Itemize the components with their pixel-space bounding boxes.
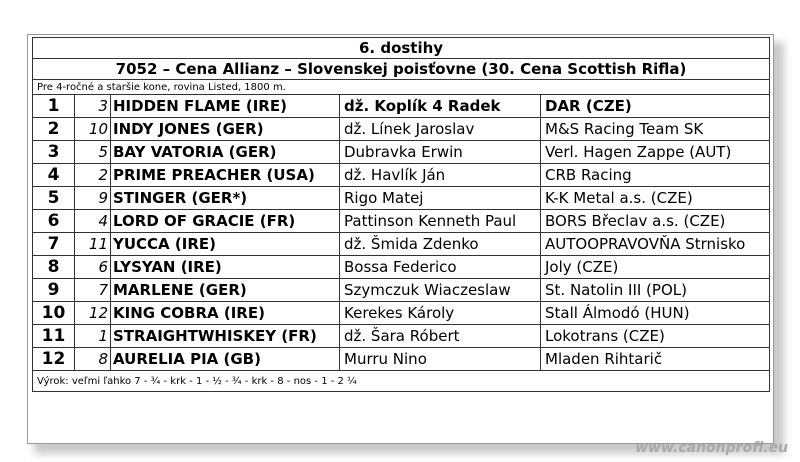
number-cell: 2 <box>75 164 111 187</box>
jockey-cell: dž. Šmida Zdenko <box>340 233 541 256</box>
number-cell: 5 <box>75 141 111 164</box>
number-cell: 4 <box>75 210 111 233</box>
table-row <box>33 164 770 187</box>
table-row <box>33 187 770 210</box>
table-row <box>33 95 770 118</box>
horse-cell: STRAIGHTWHISKEY (FR) <box>111 325 340 348</box>
owner-cell: DAR (CZE) <box>541 95 770 118</box>
table-row <box>33 210 770 233</box>
race-conditions: Pre 4-ročné a staršie kone, rovina Listed, 1800 m. <box>33 80 770 95</box>
owner-cell: AUTOOPRAVOVŇA Strnisko <box>541 233 770 256</box>
position-cell: 11 <box>33 325 75 348</box>
jockey-cell: Kerekes Károly <box>340 302 541 325</box>
race-title: 6. dostihy <box>33 38 770 59</box>
table-row <box>33 118 770 141</box>
results-card <box>27 34 774 444</box>
position-cell: 10 <box>33 302 75 325</box>
jockey-cell: Rigo Matej <box>340 187 541 210</box>
title-row <box>33 38 770 59</box>
number-cell: 6 <box>75 256 111 279</box>
horse-cell: PRIME PREACHER (USA) <box>111 164 340 187</box>
position-cell: 9 <box>33 279 75 302</box>
horse-cell: AURELIA PIA (GB) <box>111 348 340 371</box>
jockey-cell: dž. Havlík Ján <box>340 164 541 187</box>
position-cell: 2 <box>33 118 75 141</box>
position-cell: 6 <box>33 210 75 233</box>
horse-cell: YUCCA (IRE) <box>111 233 340 256</box>
table-row <box>33 325 770 348</box>
jockey-cell: Bossa Federico <box>340 256 541 279</box>
owner-cell: Lokotrans (CZE) <box>541 325 770 348</box>
number-cell: 9 <box>75 187 111 210</box>
owner-cell: CRB Racing <box>541 164 770 187</box>
position-cell: 8 <box>33 256 75 279</box>
owner-cell: St. Natolin III (POL) <box>541 279 770 302</box>
table-row <box>33 233 770 256</box>
jockey-cell: Murru Nino <box>340 348 541 371</box>
jockey-cell: Pattinson Kenneth Paul <box>340 210 541 233</box>
owner-cell: M&S Racing Team SK <box>541 118 770 141</box>
number-cell: 11 <box>75 233 111 256</box>
jockey-cell: dž. Koplík 4 Radek <box>340 95 541 118</box>
table-row <box>33 141 770 164</box>
owner-cell: Verl. Hagen Zappe (AUT) <box>541 141 770 164</box>
horse-cell: INDY JONES (GER) <box>111 118 340 141</box>
race-verdict: Výrok: veľmi ľahko 7 - ¾ - krk - 1 - ½ - ¾ - krk - 8 - nos - 1 - 2 ¼ <box>33 371 770 392</box>
owner-cell: K-K Metal a.s. (CZE) <box>541 187 770 210</box>
watermark: www.canonprofi.eu <box>635 440 788 456</box>
number-cell: 1 <box>75 325 111 348</box>
owner-cell: Joly (CZE) <box>541 256 770 279</box>
horse-cell: BAY VATORIA (GER) <box>111 141 340 164</box>
table-row <box>33 348 770 371</box>
race-subtitle: 7052 – Cena Allianz – Slovenskej poisťovne (30. Cena Scottish Rifla) <box>33 59 770 80</box>
number-cell: 10 <box>75 118 111 141</box>
number-cell: 12 <box>75 302 111 325</box>
horse-cell: LYSYAN (IRE) <box>111 256 340 279</box>
horse-cell: LORD OF GRACIE (FR) <box>111 210 340 233</box>
table-row <box>33 302 770 325</box>
position-cell: 5 <box>33 187 75 210</box>
position-cell: 4 <box>33 164 75 187</box>
number-cell: 3 <box>75 95 111 118</box>
owner-cell: BORS Břeclav a.s. (CZE) <box>541 210 770 233</box>
horse-cell: STINGER (GER*) <box>111 187 340 210</box>
jockey-cell: dž. Šara Róbert <box>340 325 541 348</box>
position-cell: 3 <box>33 141 75 164</box>
results-table <box>32 37 770 392</box>
position-cell: 7 <box>33 233 75 256</box>
position-cell: 12 <box>33 348 75 371</box>
number-cell: 8 <box>75 348 111 371</box>
owner-cell: Stall Álmodó (HUN) <box>541 302 770 325</box>
owner-cell: Mladen Rihtarič <box>541 348 770 371</box>
subtitle-row <box>33 59 770 80</box>
jockey-cell: dž. Línek Jaroslav <box>340 118 541 141</box>
table-row <box>33 279 770 302</box>
number-cell: 7 <box>75 279 111 302</box>
horse-cell: KING COBRA (IRE) <box>111 302 340 325</box>
jockey-cell: Dubravka Erwin <box>340 141 541 164</box>
position-cell: 1 <box>33 95 75 118</box>
table-row <box>33 256 770 279</box>
horse-cell: MARLENE (GER) <box>111 279 340 302</box>
horse-cell: HIDDEN FLAME (IRE) <box>111 95 340 118</box>
jockey-cell: Szymczuk Wiaczeslaw <box>340 279 541 302</box>
verdict-row <box>33 371 770 392</box>
conditions-row <box>33 80 770 95</box>
